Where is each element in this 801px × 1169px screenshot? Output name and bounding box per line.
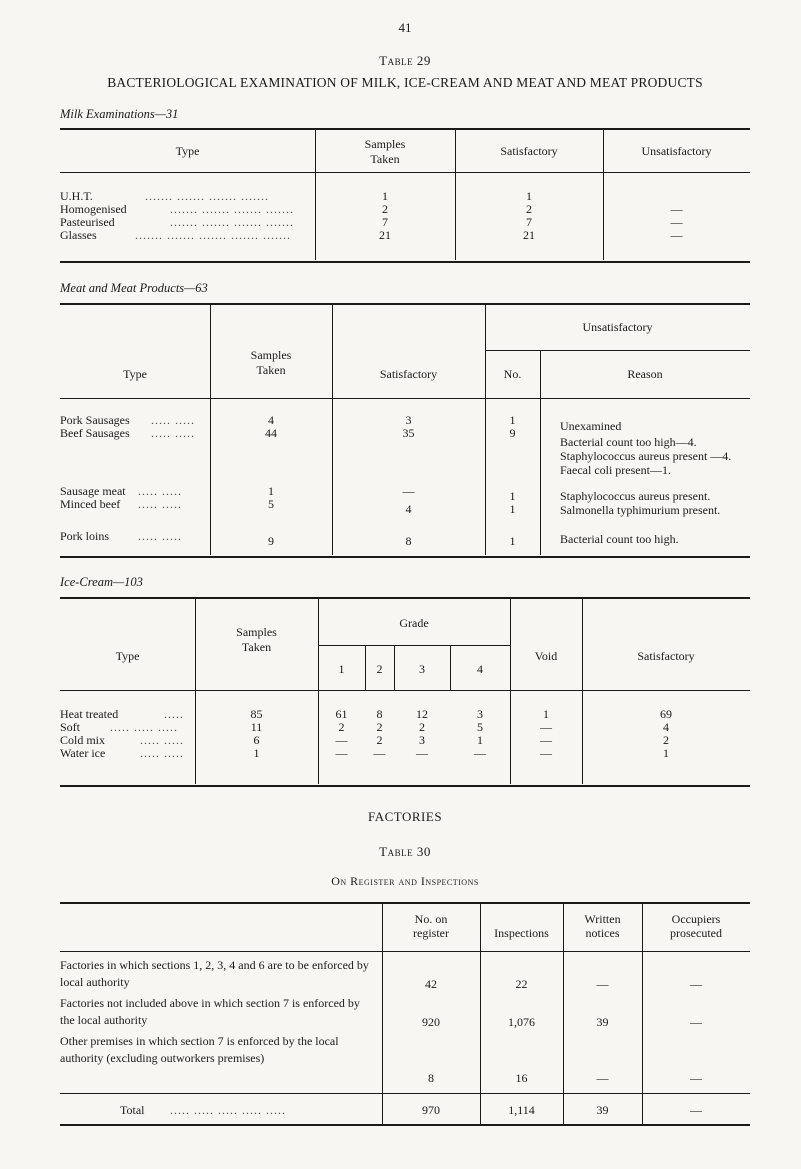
meat-header-rule [60, 398, 750, 399]
meat-reason: Unexamined [560, 419, 622, 433]
meat-samples: 1 [268, 484, 274, 498]
factories-desc: Factories not included above in which section 7 is enforced by the local authority [60, 996, 360, 1027]
milk-satisfactory: 7 [526, 215, 532, 229]
meat-satisfactory: 8 [405, 534, 412, 548]
table-30-subtitle: On Register and Inspections [331, 874, 479, 888]
leader-dots: ..... ..... [140, 733, 184, 747]
factories-inspections: 1,076 [508, 1015, 535, 1029]
icecream-grade-2: 2 [376, 733, 383, 747]
milk-type: Pasteurised [60, 215, 115, 229]
factories-bottom-rule [60, 1124, 750, 1126]
leader-dots: ..... ..... ..... [110, 720, 178, 734]
meat-reason: Bacterial count too high—4. Staphylococcus aureus present —4. Faecal coli present—1. [560, 435, 732, 477]
milk-unsatisfactory: — [670, 228, 683, 242]
meat-reason: Bacterial count too high. [560, 532, 679, 546]
icecream-void: 1 [543, 707, 549, 721]
icecream-grade-4: 1 [477, 733, 483, 747]
milk-header-samples: Samples Taken [364, 137, 406, 166]
factories-header-register: No. on register [413, 912, 449, 940]
meat-samples: 9 [268, 534, 274, 548]
leader-dots: ..... ..... [138, 484, 182, 498]
icecream-bottom-rule [60, 785, 750, 787]
milk-bottom-rule [60, 261, 750, 263]
milk-samples: 7 [382, 215, 388, 229]
factories-header-notices: Written notices [584, 912, 621, 940]
factories-prosecuted: — [690, 977, 702, 991]
icecream-header-grade-4: 4 [477, 662, 483, 676]
icecream-type: Cold mix [60, 733, 106, 747]
factories-header-rule [60, 951, 750, 952]
milk-satisfactory: 21 [523, 228, 535, 242]
leader-dots: ..... ..... ..... ..... ..... [170, 1103, 286, 1117]
milk-type: Glasses [60, 228, 97, 242]
meat-samples: 5 [268, 497, 274, 511]
meat-type: Pork loins [60, 529, 110, 543]
meat-header-type: Type [123, 367, 147, 381]
milk-top-rule [60, 128, 750, 130]
icecream-grade-4: — [474, 746, 486, 760]
icecream-satisfactory: 4 [663, 720, 669, 734]
icecream-header-type: Type [115, 649, 140, 663]
meat-type: Sausage meat [60, 484, 126, 498]
meat-unsatisfactory-no: 9 [509, 426, 516, 440]
leader-dots: ..... ..... [138, 497, 182, 511]
icecream-top-rule [60, 597, 750, 599]
icecream-grade-3: — [416, 746, 428, 760]
meat-header-reason: Reason [627, 367, 663, 381]
icecream-grade-1: — [335, 733, 348, 747]
factories-prosecuted: — [690, 1071, 702, 1085]
icecream-header-satisfactory: Satisfactory [637, 649, 695, 663]
icecream-grade-1: 61 [335, 707, 348, 721]
icecream-header-rule [60, 690, 750, 691]
icecream-satisfactory: 1 [663, 746, 669, 760]
factories-inspections: 16 [515, 1071, 528, 1085]
meat-header-samples: Samples Taken [250, 348, 292, 377]
icecream-header-grade-1: 1 [338, 662, 345, 676]
meat-unsatisfactory-no: 1 [509, 489, 516, 503]
milk-samples: 2 [382, 202, 388, 216]
factories-total-label: Total [120, 1103, 145, 1117]
factories-heading: FACTORIES [367, 809, 443, 824]
factories-top-rule [60, 902, 750, 904]
icecream-satisfactory: 2 [663, 733, 669, 747]
meat-satisfactory: 35 [402, 426, 415, 440]
leader-dots: ..... ..... [151, 413, 195, 427]
factories-total-inspections: 1,114 [508, 1103, 535, 1117]
factories-header-prosecuted: Occupiers prosecuted [670, 912, 722, 940]
icecream-grade-1: 2 [338, 720, 345, 734]
leader-dots: ....... ....... ....... ....... [170, 215, 294, 229]
icecream-type: Heat treated [60, 707, 119, 721]
milk-satisfactory: 1 [526, 189, 532, 203]
milk-header-satisfactory: Satisfactory [500, 144, 558, 158]
meat-satisfactory: — [402, 484, 415, 498]
meat-type: Pork Sausages [60, 413, 130, 427]
meat-subheader-rule [485, 350, 750, 351]
factories-notices: 39 [596, 1015, 609, 1029]
factories-total-prosecuted: — [690, 1103, 702, 1117]
milk-samples: 21 [379, 228, 391, 242]
factories-register: 42 [425, 977, 437, 991]
icecream-grade-2: 8 [376, 707, 383, 721]
icecream-grade-1: — [335, 746, 348, 760]
factories-register: 8 [428, 1071, 434, 1085]
milk-samples: 1 [382, 189, 388, 203]
icecream-samples: 11 [250, 720, 263, 734]
meat-type: Beef Sausages [60, 426, 130, 440]
meat-top-rule [60, 303, 750, 305]
milk-section-heading: Milk Examinations—31 [60, 107, 179, 121]
meat-unsatisfactory-no: 1 [509, 534, 516, 548]
milk-header-unsatisfactory: Unsatisfactory [641, 144, 712, 158]
meat-samples: 4 [268, 413, 274, 427]
leader-dots: ....... ....... ....... ....... [145, 189, 269, 203]
icecream-type: Water ice [60, 746, 106, 760]
milk-unsatisfactory: — [670, 202, 683, 216]
icecream-grade-rule [318, 645, 510, 646]
milk-header-rule [60, 172, 750, 173]
leader-dots: ..... [164, 707, 184, 721]
icecream-header-grade-2: 2 [376, 662, 383, 676]
meat-reason: Salmonella typhimurium present. [560, 503, 721, 517]
meat-samples: 44 [265, 426, 277, 440]
icecream-grade-3: 3 [419, 733, 425, 747]
icecream-section-heading: Ice-Cream—103 [60, 575, 143, 589]
meat-satisfactory: 3 [405, 413, 412, 427]
icecream-header-samples: Samples Taken [236, 625, 277, 654]
milk-header-type: Type [175, 144, 200, 158]
icecream-satisfactory: 69 [660, 707, 672, 721]
factories-header-inspections: Inspections [494, 926, 549, 940]
icecream-void: — [540, 720, 552, 734]
icecream-header-grade-3: 3 [419, 662, 425, 676]
page-number: 41 [398, 20, 412, 35]
meat-header-unsatisfactory: Unsatisfactory [582, 320, 653, 334]
icecream-void: — [540, 733, 552, 747]
factories-register: 920 [422, 1015, 440, 1029]
icecream-type: Soft [60, 720, 81, 734]
milk-type: Homogenised [60, 202, 127, 216]
table-29-label: Table 29 [379, 53, 431, 68]
factories-notices: — [596, 1071, 609, 1085]
factories-total-notices: 39 [596, 1103, 609, 1117]
factories-prosecuted: — [690, 1015, 702, 1029]
meat-unsatisfactory-no: 1 [509, 502, 516, 516]
milk-type: U.H.T. [60, 189, 93, 203]
leader-dots: ..... ..... [138, 529, 182, 543]
meat-bottom-rule [60, 556, 750, 558]
icecream-grade-3: 12 [416, 707, 428, 721]
meat-unsatisfactory-no: 1 [509, 413, 516, 427]
meat-type: Minced beef [60, 497, 121, 511]
icecream-samples: 85 [250, 707, 263, 721]
leader-dots: ....... ....... ....... ....... [170, 202, 294, 216]
meat-header-satisfactory: Satisfactory [379, 367, 438, 381]
icecream-header-void: Void [534, 649, 558, 663]
icecream-void: — [540, 746, 552, 760]
icecream-grade-3: 2 [419, 720, 425, 734]
table-30-label: Table 30 [379, 844, 431, 859]
icecream-grade-4: 5 [477, 720, 483, 734]
meat-satisfactory: 4 [405, 502, 412, 516]
icecream-samples: 1 [253, 746, 260, 760]
leader-dots: ..... ..... [151, 426, 195, 440]
leader-dots: ..... ..... [140, 746, 184, 760]
meat-header-no: No. [503, 367, 522, 381]
factories-inspections: 22 [515, 977, 528, 991]
icecream-grade-2: — [373, 746, 386, 760]
milk-satisfactory: 2 [526, 202, 532, 216]
meat-section-heading: Meat and Meat Products—63 [60, 281, 208, 295]
factories-total-register: 970 [422, 1103, 440, 1117]
factories-notices: — [596, 977, 609, 991]
milk-unsatisfactory: — [670, 215, 683, 229]
table-29-title: BACTERIOLOGICAL EXAMINATION OF MILK, ICE-CREAM AND MEAT AND MEAT PRODUCTS [107, 75, 703, 90]
factories-desc: Other premises in which section 7 is enforced by the local authority (excluding outworkers premises) [60, 1034, 339, 1065]
leader-dots: ....... ....... ....... ....... ....... [135, 228, 291, 242]
icecream-header-grade: Grade [399, 616, 429, 630]
icecream-samples: 6 [253, 733, 260, 747]
factories-total-rule [60, 1093, 750, 1094]
icecream-grade-2: 2 [376, 720, 383, 734]
factories-desc: Factories in which sections 1, 2, 3, 4 and 6 are to be enforced by local authority [60, 958, 369, 989]
meat-reason: Staphylococcus aureus present. [560, 489, 711, 503]
icecream-grade-4: 3 [477, 707, 483, 721]
